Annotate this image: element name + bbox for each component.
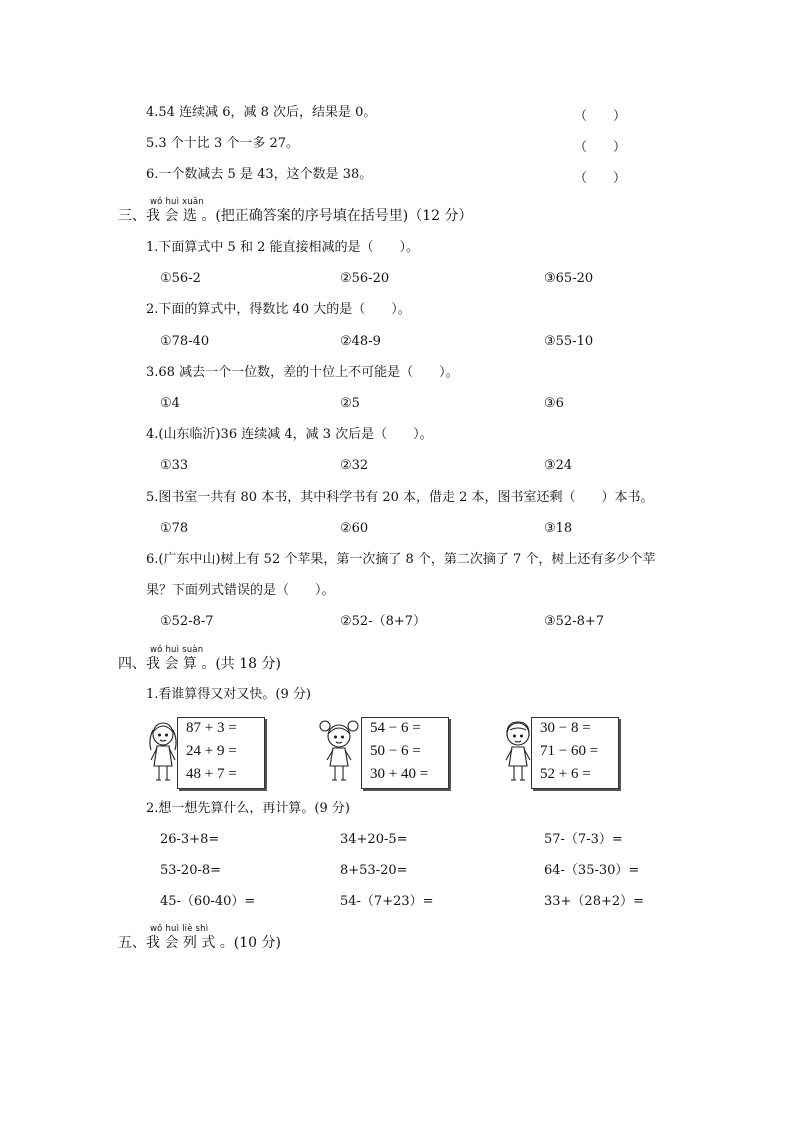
s3-q6-option-b[interactable]: ②52-（8+7） (340, 614, 427, 629)
s3-q4-option-a[interactable]: ①33 (160, 458, 189, 473)
section3-title: 三、我 会 选 。(把正确答案的序号填在括号里)（12 分） (118, 208, 473, 224)
calc-expression[interactable]: 8+53-20= (340, 863, 408, 878)
s3-q3-option-b[interactable]: ②5 (340, 396, 360, 411)
calc-equation[interactable]: 50 − 6 = (370, 743, 421, 759)
s3-q1-option-b[interactable]: ②56-20 (340, 271, 390, 286)
s3-q4-option-c[interactable]: ③24 (544, 458, 573, 473)
answer-paren[interactable]: （ ） (574, 140, 627, 155)
girl-pigtails-illustration (317, 718, 361, 786)
s3-q5-option-b[interactable]: ②60 (340, 521, 369, 536)
judge-item-5: 5.3 个十比 3 个一多 27。 (146, 136, 300, 151)
calc-box-2 (361, 717, 449, 789)
calc-equation[interactable]: 30 + 40 = (370, 766, 429, 782)
s3-q6-option-c[interactable]: ③52-8+7 (544, 614, 605, 629)
s3-q5-option-c[interactable]: ③18 (544, 521, 573, 536)
calc-equation[interactable]: 24 + 9 = (186, 743, 237, 759)
calc-equation[interactable]: 48 + 7 = (186, 766, 237, 782)
section5-title: 五、我 会 列 式 。(10 分) (118, 935, 281, 951)
calc-expression[interactable]: 64-（35-30）= (544, 863, 640, 878)
answer-paren[interactable]: （ ） (574, 109, 627, 124)
s3-q4-option-b[interactable]: ②32 (340, 458, 369, 473)
judge-item-4: 4.54 连续减 6，减 8 次后，结果是 0。 (146, 105, 377, 120)
s3-q6-option-a[interactable]: ①52-8-7 (160, 614, 214, 629)
s3-q3-option-a[interactable]: ①4 (160, 396, 180, 411)
s4-question-1: 1.看谁算得又对又快。(9 分) (146, 687, 311, 702)
s3-question-5: 5.图书室一共有 80 本书，其中科学书有 20 本，借走 2 本，图书室还剩（ ）本书。 (146, 490, 654, 505)
section4-pinyin: wǒ huì suàn (150, 645, 204, 655)
judge-item-6: 6.一个数减去 5 是 43，这个数是 38。 (146, 167, 373, 182)
s3-question-3: 3.68 减去一个一位数，差的十位上不可能是（ ）。 (146, 365, 459, 380)
s3-question-1: 1.下面算式中 5 和 2 能直接相减的是（ ）。 (146, 240, 419, 255)
calc-equation[interactable]: 87 + 3 = (186, 720, 237, 736)
s3-question-6: 6.(广东中山)树上有 52 个苹果，第一次摘了 8 个，第二次摘了 7 个，树上还有多少个苹 (146, 552, 656, 567)
section3-pinyin: wǒ huì xuǎn (150, 197, 204, 207)
section4-title: 四、我 会 算 。(共 18 分) (118, 656, 281, 672)
calc-expression[interactable]: 57-（7-3）= (544, 832, 623, 847)
calc-expression[interactable]: 54-（7+23）= (340, 894, 434, 909)
s3-q2-option-a[interactable]: ①78-40 (160, 334, 210, 349)
calc-expression[interactable]: 33+（28+2）= (544, 894, 645, 909)
s3-q3-option-c[interactable]: ③6 (544, 396, 564, 411)
calc-box-3 (531, 717, 619, 789)
s3-q2-option-c[interactable]: ③55-10 (544, 334, 594, 349)
s3-q5-option-a[interactable]: ①78 (160, 521, 189, 536)
calc-expression[interactable]: 34+20-5= (340, 832, 408, 847)
calc-equation[interactable]: 54 − 6 = (370, 720, 421, 736)
s3-q1-option-a[interactable]: ①56-2 (160, 271, 201, 286)
calc-equation[interactable]: 71 − 60 = (540, 743, 599, 759)
s3-question-2: 2.下面的算式中，得数比 40 大的是（ ）。 (146, 302, 411, 317)
calc-equation[interactable]: 30 − 8 = (540, 720, 591, 736)
calc-expression[interactable]: 53-20-8= (160, 863, 222, 878)
calc-equation[interactable]: 52 + 6 = (540, 766, 591, 782)
s3-question-6-cont: 果？下面列式错误的是（ ）。 (146, 583, 335, 598)
s3-q2-option-b[interactable]: ②48-9 (340, 334, 381, 349)
s3-q1-option-c[interactable]: ③65-20 (544, 271, 594, 286)
section5-pinyin: wǒ huì liè shì (150, 924, 209, 934)
s3-question-4: 4.(山东临沂)36 连续减 4，减 3 次后是（ ）。 (146, 427, 433, 442)
answer-paren[interactable]: （ ） (574, 171, 627, 186)
calc-box-1 (177, 717, 265, 789)
calc-expression[interactable]: 26-3+8= (160, 832, 220, 847)
calc-expression[interactable]: 45-（60-40）= (160, 894, 256, 909)
s4-question-2: 2.想一想先算什么，再计算。(9 分) (146, 801, 350, 816)
